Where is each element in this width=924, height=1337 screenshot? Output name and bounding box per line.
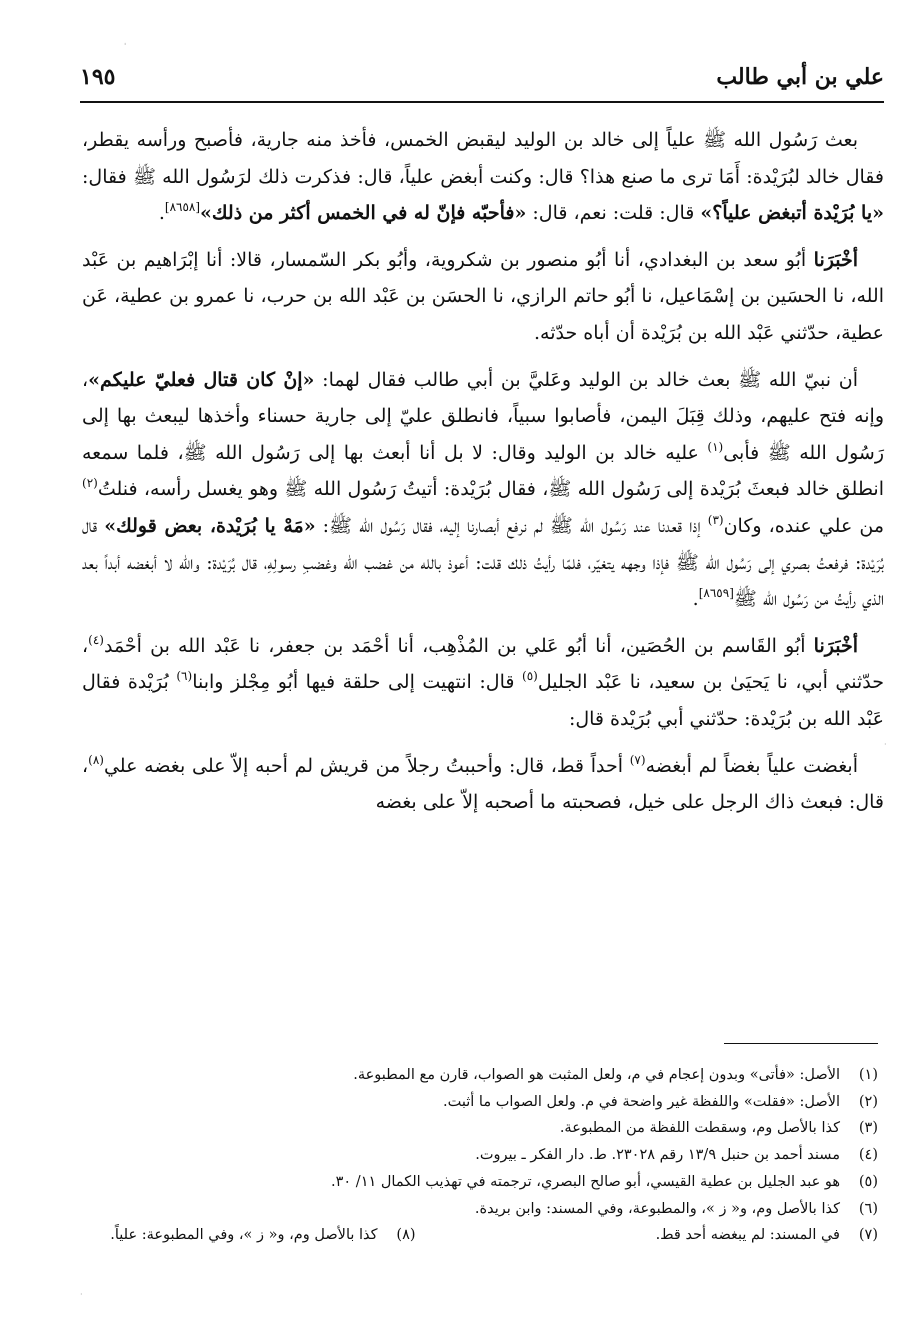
text-run: .	[692, 588, 699, 611]
body-paragraph	[82, 748, 884, 821]
text-run: أبُو سعد بن البغدادي، أنا أبُو منصور بن شكروية، وأبُو بكر السّمسار، قالا: أنا إبْرَاهيم بن عَبْد الله، نا الحسَين بن إسْمَاعيل، نا أبُو حاتم الرازي، نا الحسَن بن عَبْد الله بن حرب، نا عمرو بن عطية، عَن عطية، حدّثني عَبْد الله بن بُرَيْدة أن أباه حدّثه.	[82, 248, 884, 344]
footnote-separator	[724, 1043, 878, 1044]
footnote-text: في المسند: لم يبغضه أحد قط.	[655, 1227, 840, 1244]
footnote-number: (٦)	[858, 1200, 878, 1217]
footnote-text: هو عبد الجليل بن عطية القيسي، أبو صالح البصري، ترجمته في تهذيب الكمال ١١/ ٣٠.	[331, 1173, 840, 1190]
text-run: أبُو القَاسم بن الحُصَين، أنا أبُو عَلي بن المُذْهِب، أنا أحْمَد بن جعفر، نا عَبْد الله بن أحْمَد	[103, 634, 814, 657]
footnote	[82, 1089, 878, 1116]
page-number: ١٩٥	[80, 64, 116, 90]
footnote-number: (٧)	[858, 1227, 878, 1244]
footnote	[82, 1142, 878, 1169]
text-run: من علي عنده، وكان	[723, 514, 885, 537]
footnote	[82, 1169, 878, 1196]
header-rule	[80, 101, 884, 103]
footnote-text: مسند أحمد بن حنبل ١٣/٩ رقم ٢٣٠٢٨. ط. دار الفكر ـ بيروت.	[475, 1147, 840, 1164]
body-paragraph	[82, 122, 884, 232]
emphasized-text: «يا بُرَيْدة أتبغض علياً؟»	[700, 202, 884, 225]
footnote-text: كذا بالأصل وم، و« ز »، وفي المطبوعة: علياً.	[110, 1227, 378, 1244]
running-title: علي بن أبي طالب	[716, 64, 884, 90]
reference-marker: (٧)	[629, 752, 646, 767]
text-run: قال: قلت: نعم، قال:	[526, 202, 701, 225]
text-run: ، حدّثني أبي، نا يَحيَىٰ بن سعيد، نا عَبْد الجليل	[82, 634, 884, 694]
text-run: عليه خالد بن الوليد وقال: لا بل أنا أبعث بها إلى رَسُول الله ﷺ، فلما سمعه انطلق خالد فبعثَ بُرَيْدة إلى رَسُول الله ﷺ، فقال بُرَيْدة: أتيتُ رَسُول الله ﷺ وهو يغسل رأسه، فنلتُ	[82, 441, 884, 501]
footnote-text: كذا بالأصل وم، وسقطت اللفظة من المطبوعة.	[559, 1120, 840, 1137]
footnote	[82, 1196, 878, 1223]
emphasized-text: أخْبَرَنا	[813, 634, 858, 657]
footnotes	[82, 1062, 878, 1249]
text-run: أبغضت علياً بغضاً لم أبغضه	[645, 754, 858, 777]
reference-marker: (١)	[707, 439, 724, 454]
text-run: إذا قعدنا عند رَسُول الله ﷺ لم نرفع أبصارنا إليه، فقال رَسُول الله ﷺ:	[315, 514, 708, 537]
text-run: أحداً قط، قال: وأحببتُ رجلاً من قريش لم أحبه إلاّ على بغضه علي	[103, 754, 630, 777]
text-run: ، وإنه فتح عليهم، وذلك قِبَلَ اليمن، فأصابوا سبياً، فانطلق عليّ إلى جارية حسناء وأخذها ليبعث بها إلى رَسُول الله ﷺ فأبى	[82, 368, 885, 464]
footnote	[82, 1115, 878, 1142]
emphasized-text: أخْبَرَنا	[813, 248, 858, 271]
running-header	[80, 60, 884, 100]
footnote-number: (١)	[858, 1067, 878, 1083]
footnote-number: (٥)	[858, 1173, 878, 1190]
footnote	[82, 1062, 878, 1089]
body-paragraph	[82, 628, 884, 738]
body-paragraph	[82, 362, 884, 618]
footnote-number: (٤)	[858, 1147, 878, 1164]
footnote-number: (٢)	[858, 1093, 878, 1110]
footnote-pair	[82, 1222, 878, 1249]
reference-marker: (٥)	[522, 669, 538, 684]
footnote-text: الأصل: «فأتى» وبدون إعجام في م، ولعل المثبت هو الصواب، قارن مع المطبوعة.	[353, 1067, 840, 1083]
emphasized-text: «فأحبّه فإنّ له في الخمس أكثر من ذلك»	[200, 202, 527, 225]
emphasized-text: «مَهْ يا بُرَيْدة، بعض قولك»	[104, 514, 316, 537]
scan-speck: ·	[80, 1290, 83, 1299]
footnote-text: كذا بالأصل وم، و« ز »، والمطبوعة، وفي المسند: وابن بريدة.	[474, 1200, 840, 1217]
reference-marker: (٢)	[82, 476, 98, 491]
scan-speck: ·	[884, 740, 887, 749]
footnote-number: (٣)	[858, 1120, 878, 1137]
reference-marker: (٨)	[88, 752, 104, 767]
emphasized-text: «إنْ كان قتال فعليّ عليكم»	[88, 368, 315, 391]
text-run: أن نبيّ الله ﷺ بعث خالد بن الوليد وعَليَّ بن أبي طالب فقال لهما:	[314, 368, 858, 391]
body-paragraph	[82, 242, 884, 352]
reference-marker: [٨٦٥٩]	[698, 586, 734, 601]
reference-marker: (٣)	[707, 512, 724, 527]
reference-marker: (٤)	[88, 632, 104, 647]
text-run: قال بُرَيْدة: فرفعتُ بصري إلى رَسُول الله ﷺ فإذا وجهه يتغيّر، فلمّا رأيتُ ذلك قلت: أعوذ بالله من غضب الله وغضبِ رسولِهِ، قال بُرَيْدة: والله لا أبغضه أبداً بعد الذي رأيتُ من رَسُول الله ﷺ	[82, 514, 884, 611]
text-run: .	[158, 202, 165, 225]
text-run: بُرَيْدة فقال عَبْد الله بن بُرَيْدة: حدّثني أبي بُرَيْدة قال:	[82, 671, 884, 730]
text-run: ، قال: فبعث ذاك الرجل على خيل، فصحبته ما أصحبه إلاّ على بغضه	[82, 754, 884, 814]
main-text	[82, 122, 884, 831]
text-run: بعث رَسُول الله ﷺ علياً إلى خالد بن الوليد ليقبض الخمس، فأخذ منه جارية، فأصبح ورأسه يقطر، فقال خالد لبُرَيْدة: أَمَا ترى ما صنع هذا؟ قال: وكنت أبغض علياً، قال: فذكرت ذلك لرَسُول الله ﷺ فقال:	[82, 129, 884, 188]
footnote-text: الأصل: «فقلت» واللفظة غير واضحة في م. ولعل الصواب ما أثبت.	[443, 1093, 840, 1110]
scan-speck: ˈ	[124, 42, 127, 51]
reference-marker: [٨٦٥٨]	[164, 200, 201, 215]
reference-marker: (٦)	[176, 669, 193, 684]
text-run: قال: انتهيت إلى حلقة فيها أبُو مِجْلز وابنا	[192, 671, 522, 694]
footnote-number: (٨)	[396, 1227, 416, 1244]
